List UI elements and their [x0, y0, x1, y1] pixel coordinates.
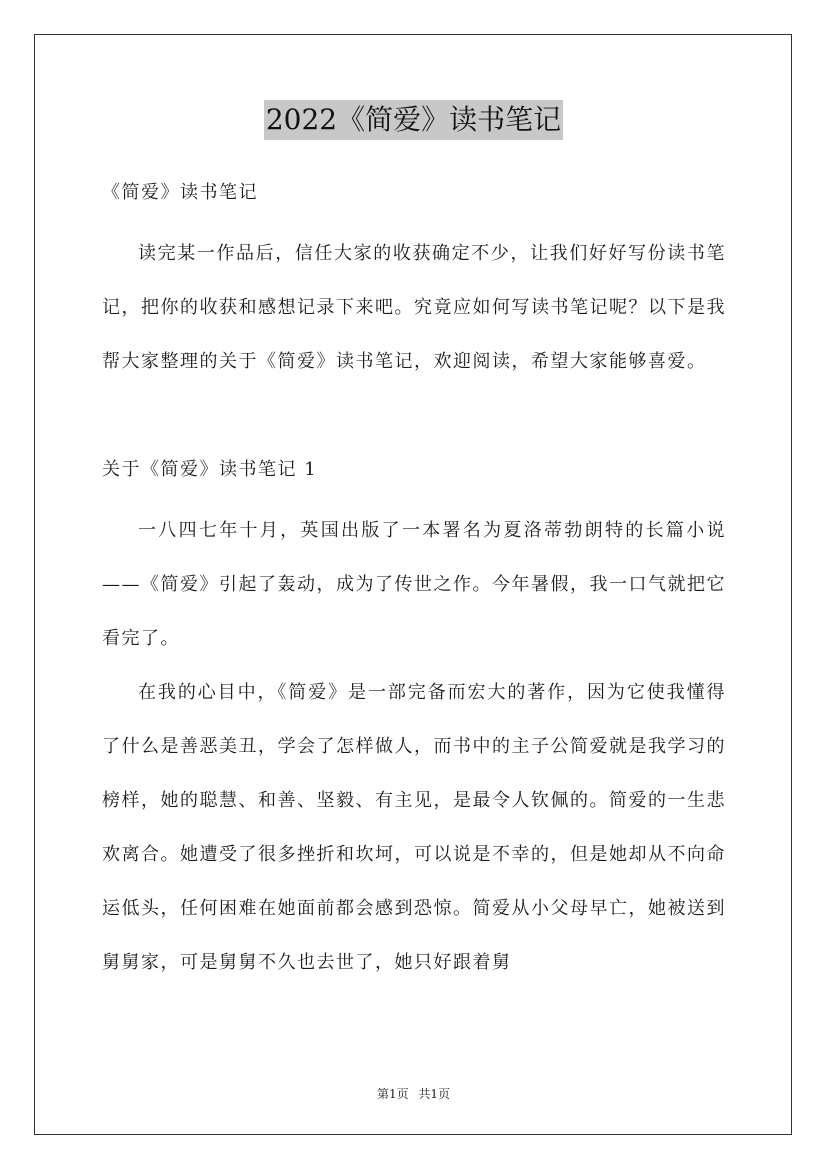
intro-paragraph: 读完某一作品后，信任大家的收获确定不少，让我们好好写份读书笔记，把你的收获和感想记录下来吧。究竟应如何写读书笔记呢？以下是我帮大家整理的关于《简爱》读书笔记，欢迎阅读，希望大家能够喜爱。	[102, 243, 726, 372]
section-paragraph-2: 在我的心目中，《简爱》是一部完备而宏大的著作，因为它使我懂得了什么是善恶美丑，学会了怎样做人，而书中的主子公简爱就是我学习的榜样，她的聪慧、和善、坚毅、有主见，是最令人钦佩的。简爱的一生悲欢离合。她遭受了很多挫折和坎坷，可以说是不幸的，但是她却从不向命运低头，任何困难在她面前都会感到恐惊。简爱从小父母早亡，她被送到舅舅家，可是舅舅不久也去世了，她只好跟着舅	[102, 682, 726, 973]
document-subtitle: 《简爱》读书笔记	[102, 182, 258, 203]
document-body	[102, 174, 726, 990]
page-total: 共1页	[418, 1087, 451, 1101]
section-paragraph-1: 一八四七年十月，英国出版了一本署名为夏洛蒂勃朗特的长篇小说——《简爱》引起了轰动，成为了传世之作。今年暑假，我一口气就把它看完了。	[102, 520, 726, 649]
title-wrap	[0, 100, 827, 140]
page-number: 第1页	[376, 1087, 409, 1101]
section-heading: 关于《简爱》读书笔记 1	[102, 459, 318, 480]
page-footer	[0, 1085, 827, 1102]
section-gap	[102, 389, 726, 443]
document-title: 2022《简爱》读书笔记	[264, 100, 563, 140]
